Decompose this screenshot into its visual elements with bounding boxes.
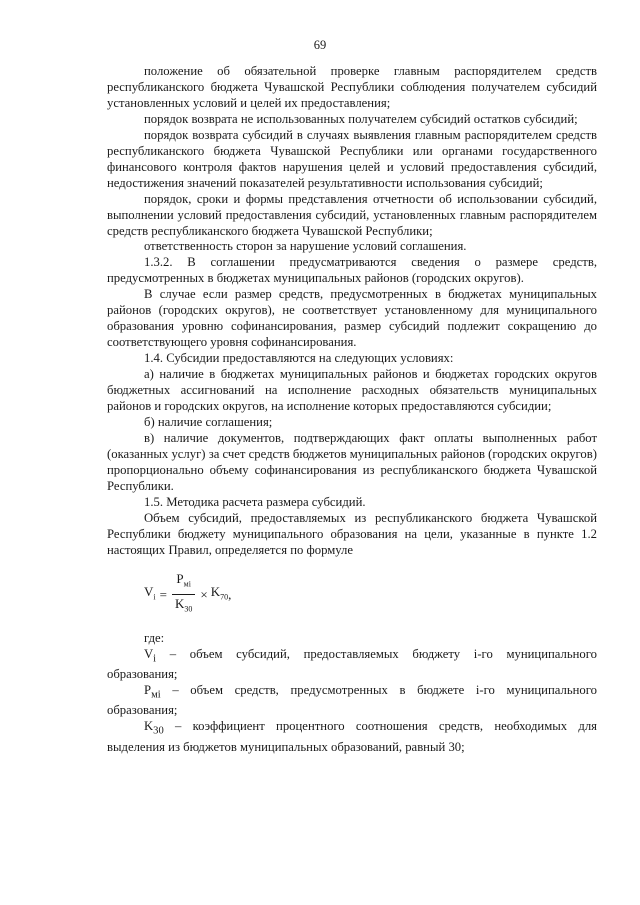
- formula-equals: =: [159, 586, 167, 602]
- denominator-symbol: K: [174, 596, 185, 612]
- numerator-symbol: P: [176, 571, 184, 587]
- paragraph: В случае если размер средств, предусмотренных в бюджетах муниципальных районов (городских округов), не соответствует установленному для муниципального образования уровню софинансирования, размер субсидий подлежит сокращению до соответствующего уровня софинансирования.: [107, 287, 597, 350]
- definition-symbol: V: [144, 646, 154, 661]
- definition-vi: [107, 647, 597, 683]
- paragraph: положение об обязательной проверке главным распорядителем средств республиканского бюджета Чувашской Республики соблюдения получателем субсидий установленных условий и целей их предоставления;: [107, 64, 597, 110]
- where-label: где:: [144, 630, 165, 645]
- paragraph: а) наличие в бюджетах муниципальных районов и бюджетах городских округов бюджетных ассигнований на исполнение расходных обязательств муниципальных районов и городских округов, на исполнение которых предоставляются субсидии;: [107, 367, 597, 414]
- paragraph: в) наличие документов, подтверждающих факт оплаты выполненных работ (оказанных услуг) за счет средств бюджетов муниципальных районов (городских округов) пропорционально объему софинансирования из республиканского бюджета Чувашской Республики.: [107, 430, 597, 493]
- definition-subscript: 30: [153, 725, 164, 737]
- definition-text: – объем средств, предусмотренных в бюджете i-го муниципального образования;: [107, 682, 597, 718]
- formula-denominator: [171, 595, 196, 618]
- factor-subscript: 70: [220, 592, 229, 602]
- definition-k30: [107, 719, 597, 755]
- paragraph: порядок возврата субсидий в случаях выявления главным распорядителем средств республиканского бюджета Чувашской Республики или органами государственного финансового контроля фактов нарушения целей и условий предоставления субсидий, недостижения значений показателей результативности использования субсидий;: [107, 127, 597, 190]
- definition-symbol: K: [144, 719, 154, 734]
- document-body: [107, 64, 597, 756]
- paragraph: ответственность сторон за нарушение условий соглашения.: [144, 239, 467, 254]
- paragraph: порядок, сроки и формы представления отчетности об использовании субсидий, выполнении условий предоставления субсидий, установленных главным распорядителем средств республиканского бюджета Чувашской Республики;: [107, 191, 597, 238]
- paragraph: 1.5. Методика расчета размера субсидий.: [144, 494, 366, 509]
- formula-numerator: [172, 571, 195, 595]
- denominator-subscript: 30: [184, 604, 193, 614]
- paragraph: Объем субсидий, предоставляемых из республиканского бюджета Чувашской Республики бюджету муниципального образования на цели, указанные в пункте 1.2 настоящих Правил, определяется по формуле: [107, 510, 597, 557]
- formula-lhs-symbol: V: [144, 583, 154, 599]
- formula: [107, 559, 597, 631]
- formula-trailing: ,: [228, 586, 232, 602]
- definition-subscript: мi: [151, 689, 161, 701]
- formula-factor: [211, 584, 228, 606]
- definition-subscript: i: [153, 653, 157, 665]
- paragraph: 1.4. Субсидии предоставляются на следующих условиях:: [144, 351, 454, 366]
- numerator-subscript: мi: [183, 580, 191, 590]
- formula-times: ×: [200, 586, 208, 602]
- definition-symbol: P: [144, 682, 152, 697]
- definition-pmi: [107, 683, 597, 719]
- paragraph: порядок возврата не использованных получателем субсидий остатков субсидий;: [144, 111, 578, 126]
- formula-fraction: [171, 571, 196, 617]
- paragraph: б) наличие соглашения;: [144, 414, 273, 429]
- definition-text: – коэффициент процентного соотношения средств, необходимых для выделения из бюджетов муниципальных образований, равный 30;: [107, 719, 597, 754]
- page-number: 69: [313, 38, 327, 52]
- formula-lhs: [144, 584, 156, 606]
- paragraph: 1.3.2. В соглашении предусматриваются сведения о размере средств, предусмотренных в бюджетах муниципальных районов (городских округов).: [107, 255, 597, 286]
- definition-text: – объем субсидий, предоставляемых бюджету i-го муниципального образования;: [107, 646, 597, 681]
- formula-lhs-subscript: i: [153, 592, 156, 602]
- factor-symbol: K: [210, 583, 221, 599]
